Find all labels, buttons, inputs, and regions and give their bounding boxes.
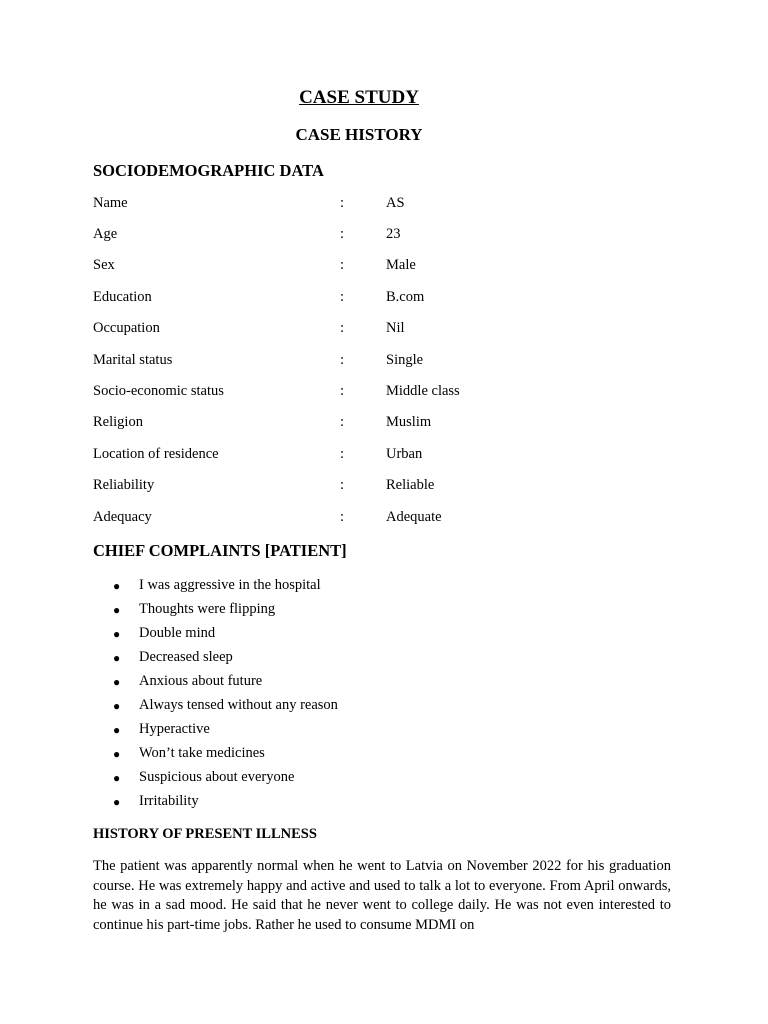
- bullet-icon: ●: [113, 723, 121, 737]
- field-row-location-of-residence: [93, 446, 653, 466]
- field-value: Reliable: [386, 477, 435, 493]
- list-item-text: Always tensed without any reason: [139, 697, 338, 713]
- field-value: Adequate: [386, 509, 442, 525]
- field-value: AS: [386, 195, 405, 211]
- list-item-text: Irritability: [139, 793, 199, 809]
- history-paragraph: The patient was apparently normal when he went to Latvia on November 2022 for his graduation course. He was extremely happy and active and used to talk a lot to everyone. From April onwards, he was in a sad mood. He said that he never went to college daily. He was not even interested to continue his part-time jobs. Rather he used to consume MDMI on: [93, 858, 671, 933]
- field-value: B.com: [386, 289, 425, 305]
- history-heading: HISTORY OF PRESENT ILLNESS: [93, 826, 317, 842]
- document-title: CASE STUDY: [299, 87, 419, 108]
- field-row-reliability: [93, 477, 653, 497]
- bullet-icon: ●: [113, 651, 121, 665]
- field-label: Education: [93, 289, 152, 305]
- list-item-text: Thoughts were flipping: [139, 601, 276, 617]
- field-label: Socio-economic status: [93, 383, 224, 399]
- field-colon: :: [340, 289, 345, 305]
- list-item-text: Hyperactive: [139, 721, 210, 737]
- field-colon: :: [340, 509, 345, 525]
- field-label: Age: [93, 226, 118, 242]
- bullet-icon: ●: [113, 747, 121, 761]
- list-item-text: Won’t take medicines: [139, 745, 265, 761]
- field-colon: :: [340, 352, 345, 368]
- field-value: Urban: [386, 446, 423, 462]
- list-item-text: I was aggressive in the hospital: [139, 577, 321, 593]
- bullet-icon: ●: [113, 579, 121, 593]
- field-row-sex: [93, 257, 653, 277]
- field-value: Nil: [386, 320, 405, 336]
- field-value: Middle class: [386, 383, 460, 399]
- field-value: Single: [386, 352, 424, 368]
- document-subtitle: CASE HISTORY: [295, 125, 423, 144]
- bullet-icon: ●: [113, 675, 121, 689]
- field-colon: :: [340, 477, 345, 493]
- field-label: Sex: [93, 257, 115, 273]
- field-label: Name: [93, 195, 128, 211]
- field-label: Location of residence: [93, 446, 219, 462]
- field-row-religion: [93, 414, 653, 434]
- field-colon: :: [340, 257, 345, 273]
- field-label: Reliability: [93, 477, 155, 493]
- bullet-icon: ●: [113, 627, 121, 641]
- field-value: Male: [386, 257, 416, 273]
- field-value: 23: [386, 226, 401, 242]
- field-label: Religion: [93, 414, 143, 430]
- field-colon: :: [340, 195, 345, 211]
- field-row-name: [93, 195, 653, 215]
- bullet-icon: ●: [113, 603, 121, 617]
- field-row-marital-status: [93, 352, 653, 372]
- field-colon: :: [340, 383, 345, 399]
- field-row-age: [93, 226, 653, 246]
- field-colon: :: [340, 414, 345, 430]
- field-colon: :: [340, 226, 345, 242]
- field-row-occupation: [93, 320, 653, 340]
- field-label: Adequacy: [93, 509, 152, 525]
- field-label: Occupation: [93, 320, 160, 336]
- field-colon: :: [340, 320, 345, 336]
- field-row-education: [93, 289, 653, 309]
- field-label: Marital status: [93, 352, 173, 368]
- chief-complaints-heading: CHIEF COMPLAINTS [PATIENT]: [93, 541, 347, 560]
- bullet-icon: ●: [113, 699, 121, 713]
- field-value: Muslim: [386, 414, 432, 430]
- field-row-socio-economic-status: [93, 383, 653, 403]
- list-item-text: Anxious about future: [139, 673, 263, 689]
- field-row-adequacy: [93, 509, 653, 529]
- bullet-icon: ●: [113, 771, 121, 785]
- list-item-text: Decreased sleep: [139, 649, 233, 665]
- sociodemographic-heading: SOCIODEMOGRAPHIC DATA: [93, 161, 324, 180]
- bullet-icon: ●: [113, 795, 121, 809]
- list-item-text: Suspicious about everyone: [139, 769, 295, 785]
- list-item-text: Double mind: [139, 625, 216, 641]
- field-colon: :: [340, 446, 345, 462]
